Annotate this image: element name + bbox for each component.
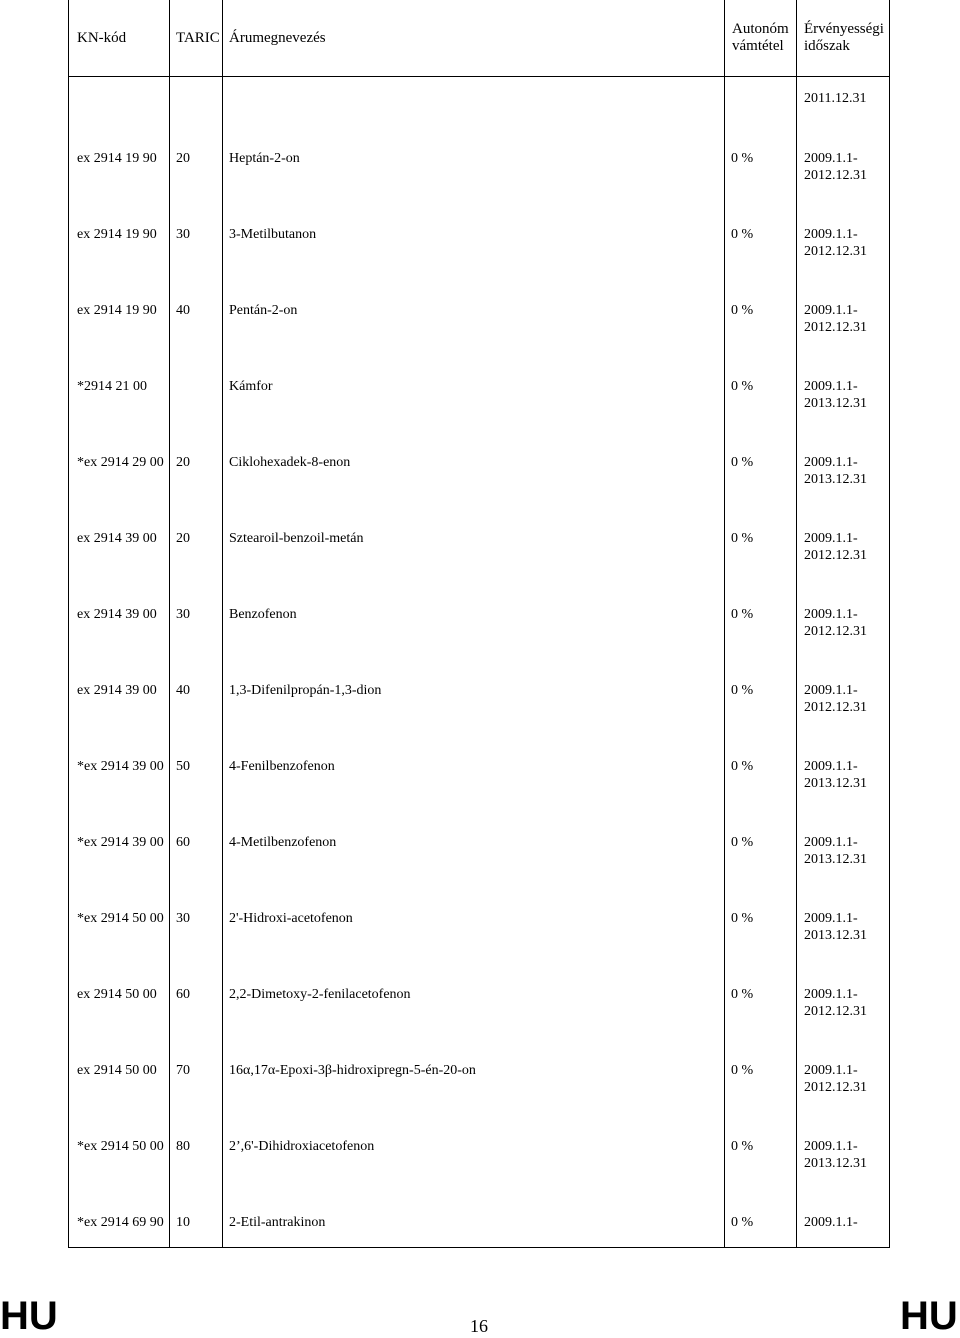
- table-row: [69, 302, 889, 378]
- period-end-cell: 2012.12.31: [804, 548, 867, 563]
- tariff-table: [68, 0, 890, 1248]
- period-end-cell: 2012.12.31: [804, 320, 867, 335]
- kn-cell: *ex 2914 39 00: [77, 759, 164, 774]
- kn-cell: ex 2914 50 00: [77, 1063, 157, 1078]
- table-row: [69, 758, 889, 834]
- description-cell: Benzofenon: [229, 607, 297, 622]
- carryover-period: 2011.12.31: [804, 91, 867, 106]
- table-row: [69, 454, 889, 530]
- header-divider: [69, 76, 889, 77]
- period-start-cell: 2009.1.1-: [804, 683, 858, 698]
- table-row: [69, 226, 889, 302]
- period-start-cell: 2009.1.1-: [804, 1063, 858, 1078]
- table-row: [69, 378, 889, 454]
- period-start-cell: 2009.1.1-: [804, 151, 858, 166]
- rate-cell: 0 %: [731, 455, 754, 470]
- taric-cell: 20: [176, 151, 190, 166]
- description-cell: 3-Metilbutanon: [229, 227, 317, 242]
- table-row: [69, 910, 889, 986]
- rate-cell: 0 %: [731, 759, 754, 774]
- kn-cell: *ex 2914 50 00: [77, 911, 164, 926]
- kn-cell: ex 2914 19 90: [77, 227, 157, 242]
- period-end-cell: 2012.12.31: [804, 168, 867, 183]
- rate-cell: 0 %: [731, 1139, 754, 1154]
- rate-cell: 0 %: [731, 987, 754, 1002]
- kn-cell: ex 2914 19 90: [77, 151, 157, 166]
- table-row: [69, 150, 889, 226]
- description-cell: Ciklohexadek-8-enon: [229, 455, 351, 470]
- period-start-cell: 2009.1.1-: [804, 759, 858, 774]
- table-row: [69, 530, 889, 606]
- header-kn: KN-kód: [77, 29, 127, 46]
- description-cell: 1,3-Difenilpropán-1,3-dion: [229, 683, 382, 698]
- period-start-cell: 2009.1.1-: [804, 1215, 858, 1230]
- description-cell: Pentán-2-on: [229, 303, 298, 318]
- taric-cell: 40: [176, 303, 190, 318]
- table-row: [69, 682, 889, 758]
- rate-cell: 0 %: [731, 1215, 754, 1230]
- kn-cell: ex 2914 50 00: [77, 987, 157, 1002]
- rate-cell: 0 %: [731, 531, 754, 546]
- rate-cell: 0 %: [731, 303, 754, 318]
- table-row: [69, 606, 889, 682]
- period-end-cell: 2013.12.31: [804, 928, 867, 943]
- table-row: [69, 986, 889, 1062]
- period-start-cell: 2009.1.1-: [804, 607, 858, 622]
- description-cell: 2,2-Dimetoxy-2-fenilacetofenon: [229, 987, 411, 1002]
- lang-label-left: HU: [0, 1294, 58, 1338]
- taric-cell: 80: [176, 1139, 190, 1154]
- period-end-cell: 2013.12.31: [804, 1156, 867, 1171]
- lang-label-right: HU: [900, 1294, 958, 1338]
- rate-cell: 0 %: [731, 151, 754, 166]
- taric-cell: 20: [176, 531, 190, 546]
- header-taric: TARIC: [176, 29, 220, 46]
- kn-cell: *2914 21 00: [77, 379, 147, 394]
- description-cell: 4-Fenilbenzofenon: [229, 759, 335, 774]
- kn-cell: ex 2914 39 00: [77, 531, 157, 546]
- rate-cell: 0 %: [731, 379, 754, 394]
- kn-cell: ex 2914 39 00: [77, 683, 157, 698]
- period-start-cell: 2009.1.1-: [804, 1139, 858, 1154]
- taric-cell: 70: [176, 1063, 190, 1078]
- rate-cell: 0 %: [731, 227, 754, 242]
- taric-cell: 30: [176, 607, 190, 622]
- period-start-cell: 2009.1.1-: [804, 227, 858, 242]
- period-start-cell: 2009.1.1-: [804, 835, 858, 850]
- kn-cell: *ex 2914 50 00: [77, 1139, 164, 1154]
- rate-cell: 0 %: [731, 683, 754, 698]
- description-cell: 2'-Hidroxi-acetofenon: [229, 911, 353, 926]
- taric-cell: 40: [176, 683, 190, 698]
- table-row: [69, 1062, 889, 1138]
- table-row: [69, 1214, 889, 1290]
- period-start-cell: 2009.1.1-: [804, 455, 858, 470]
- kn-cell: *ex 2914 69 90: [77, 1215, 164, 1230]
- page-number: 16: [470, 1316, 488, 1336]
- description-cell: Sztearoil-benzoil-metán: [229, 531, 364, 546]
- taric-cell: 20: [176, 455, 190, 470]
- table-row: [69, 1138, 889, 1214]
- period-end-cell: 2013.12.31: [804, 472, 867, 487]
- taric-cell: 50: [176, 759, 190, 774]
- rate-cell: 0 %: [731, 1063, 754, 1078]
- header-rate: Autonóm vámtétel: [732, 21, 789, 54]
- period-start-cell: 2009.1.1-: [804, 987, 858, 1002]
- taric-cell: 30: [176, 911, 190, 926]
- description-cell: 16α,17α-Epoxi-3β-hidroxipregn-5-én-20-on: [229, 1063, 476, 1078]
- description-cell: 4-Metilbenzofenon: [229, 835, 337, 850]
- period-start-cell: 2009.1.1-: [804, 531, 858, 546]
- description-cell: 2’,6'-Dihidroxiacetofenon: [229, 1139, 375, 1154]
- rate-cell: 0 %: [731, 835, 754, 850]
- rate-cell: 0 %: [731, 607, 754, 622]
- taric-cell: 60: [176, 987, 190, 1002]
- description-cell: Heptán-2-on: [229, 151, 300, 166]
- period-start-cell: 2009.1.1-: [804, 911, 858, 926]
- period-end-cell: 2012.12.31: [804, 244, 867, 259]
- period-end-cell: 2012.12.31: [804, 1004, 867, 1019]
- header-period: Érvényességi időszak: [804, 21, 884, 54]
- table-row: [69, 834, 889, 910]
- period-end-cell: 2013.12.31: [804, 852, 867, 867]
- kn-cell: ex 2914 39 00: [77, 607, 157, 622]
- period-start-cell: 2009.1.1-: [804, 379, 858, 394]
- kn-cell: *ex 2914 29 00: [77, 455, 164, 470]
- rate-cell: 0 %: [731, 911, 754, 926]
- period-end-cell: 2012.12.31: [804, 1080, 867, 1095]
- description-cell: 2-Etil-antrakinon: [229, 1215, 326, 1230]
- kn-cell: *ex 2914 39 00: [77, 835, 164, 850]
- period-start-cell: 2009.1.1-: [804, 303, 858, 318]
- description-cell: Kámfor: [229, 379, 273, 394]
- period-end-cell: 2013.12.31: [804, 776, 867, 791]
- header-name: Árumegnevezés: [229, 29, 326, 46]
- taric-cell: 10: [176, 1215, 190, 1230]
- period-end-cell: 2012.12.31: [804, 624, 867, 639]
- period-end-cell: 2013.12.31: [804, 396, 867, 411]
- taric-cell: 60: [176, 835, 190, 850]
- taric-cell: 30: [176, 227, 190, 242]
- kn-cell: ex 2914 19 90: [77, 303, 157, 318]
- period-end-cell: 2012.12.31: [804, 700, 867, 715]
